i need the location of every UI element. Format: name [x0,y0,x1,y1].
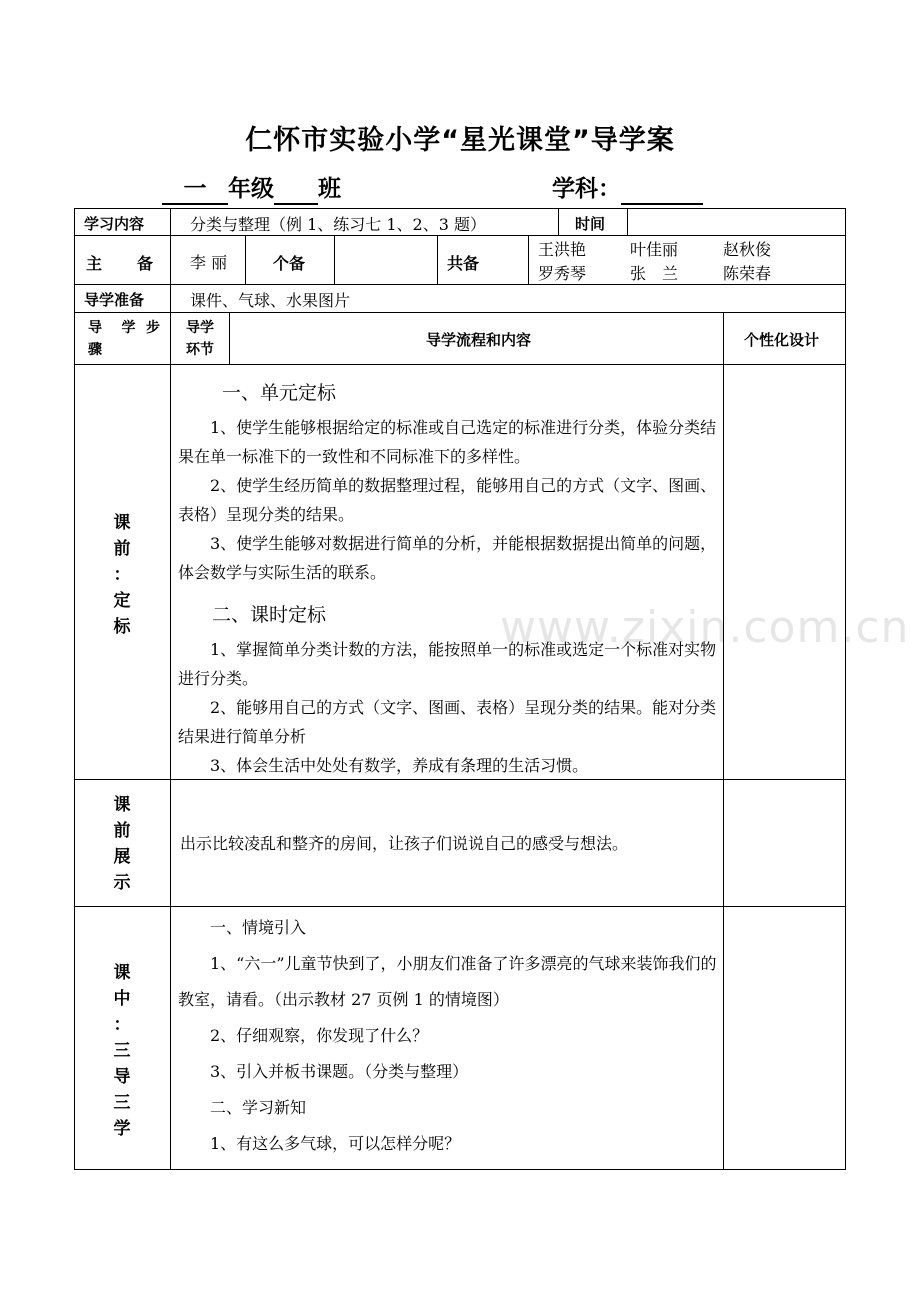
class-item: 2、仔细观察，你发现了什么？ [210,1026,429,1045]
flow-header: 导学流程和内容 [426,331,532,349]
label-char: 导 [113,1067,131,1087]
lesson-goals [178,635,724,780]
main-prep-value: 李 丽 [190,253,228,272]
goal-item: 1、使学生能够根据给定的标准或自己选定的标准进行分类，体验分类结果在单一标准下的一致性和不同标准下的多样性。 [178,418,717,466]
grade-label: 年级 [228,176,274,202]
lesson-goals-heading: 二、课时定标 [212,604,327,626]
subject-blank [621,175,703,205]
goal-item: 2、能够用自己的方式（文字、图画、表格）呈现分类的结果。能对分类结果进行简单分析 [178,698,717,746]
row-divider [74,364,846,365]
class-heading: 二、学习新知 [210,1098,307,1117]
unit-goals [178,413,724,587]
label-char: 课 [113,513,131,533]
label-char: 课 [113,963,131,983]
shared-name: 陈荣春 [723,264,772,283]
grade-value: 一 [162,175,228,205]
watermark: www.zixin.com.cn [500,602,910,653]
label-char: 学 [113,1119,131,1139]
label-char: ： [113,565,131,585]
shared-name: 叶佳丽 [630,240,679,259]
class-item: 1、有这么多气球，可以怎样分呢？ [210,1134,461,1153]
phase-header: 导学 环节 [186,320,214,358]
label-char: 标 [113,617,131,637]
class-item: 3、引入并板书课题。（分类与整理） [210,1062,469,1081]
col-divider [334,235,335,284]
row-divider [74,312,846,313]
subject-label: 学科： [552,176,621,202]
col-divider [627,208,628,235]
shared-name: 王洪艳 [538,240,587,259]
label-char: ： [113,1015,131,1035]
row-divider [74,906,846,907]
class-label: 班 [318,176,341,202]
label-char: 前 [113,539,131,559]
row-divider [74,235,846,236]
row-divider [74,284,846,285]
shared-name: 赵秋俊 [723,240,772,259]
class-heading: 一、情境引入 [210,918,307,937]
shared-name: 张 兰 [630,264,679,283]
goal-item: 3、体会生活中处处有数学，养成有条理的生活习惯。 [210,756,589,775]
grade-line [162,170,341,205]
preview-label [107,792,137,896]
subject-line [552,170,703,205]
label-char: 课 [113,795,131,815]
shared-name: 罗秀琴 [538,264,587,283]
class-item: 1、“六一”儿童节快到了，小朋友们准备了许多漂亮的气球来装饰我们的教室，请看。（出示教材 27 页例 1 的情境图） [178,954,717,1009]
col-divider [528,235,529,284]
shared-prep-label: 共备 [447,254,480,273]
class-blank [274,175,318,205]
col-divider [437,235,438,284]
goal-item: 2、使学生经历简单的数据整理过程，能够用自己的方式（文字、图画、表格）呈现分类的结果。 [178,476,717,524]
label-char: 三 [113,1093,131,1113]
content-label: 学习内容 [84,215,145,233]
col-divider [245,235,246,284]
individual-prep-label: 个备 [273,254,306,273]
page-title: 仁怀市实验小学“星光课堂”导学案 [245,125,675,156]
label-char: 定 [113,591,131,611]
label-char: 三 [113,1041,131,1061]
goal-item: 3、使学生能够对数据进行简单的分析，并能根据数据提出简单的问题，体会数学与实际生活的联系。 [178,534,717,582]
prep-label: 导学准备 [84,291,145,309]
label-char: 中 [113,989,131,1009]
label-char: 展 [113,847,131,867]
col-divider [558,208,559,235]
preview-text: 出示比较凌乱和整齐的房间，让孩子们说说自己的感受与想法。 [180,834,629,853]
prep-value: 课件、气球、水果图片 [190,291,351,310]
goal-item: 1、掌握简单分类计数的方法，能按照单一的标准或选定一个标准对实物进行分类。 [178,640,717,688]
col-divider [170,208,171,1170]
col-divider [229,312,230,364]
unit-goals-heading: 一、单元定标 [222,382,337,404]
label-char: 示 [113,873,131,893]
step-header: 导 学 步 骤 [88,320,174,358]
class-content [178,910,724,1162]
design-header: 个性化设计 [744,331,820,349]
time-label: 时间 [575,215,606,233]
main-prep-label: 主 备 [86,254,155,273]
label-char: 前 [113,821,131,841]
class-label [107,960,137,1142]
content-value: 分类与整理（例 1、练习七 1、2、3 题） [190,215,486,234]
goals-label [107,510,137,640]
